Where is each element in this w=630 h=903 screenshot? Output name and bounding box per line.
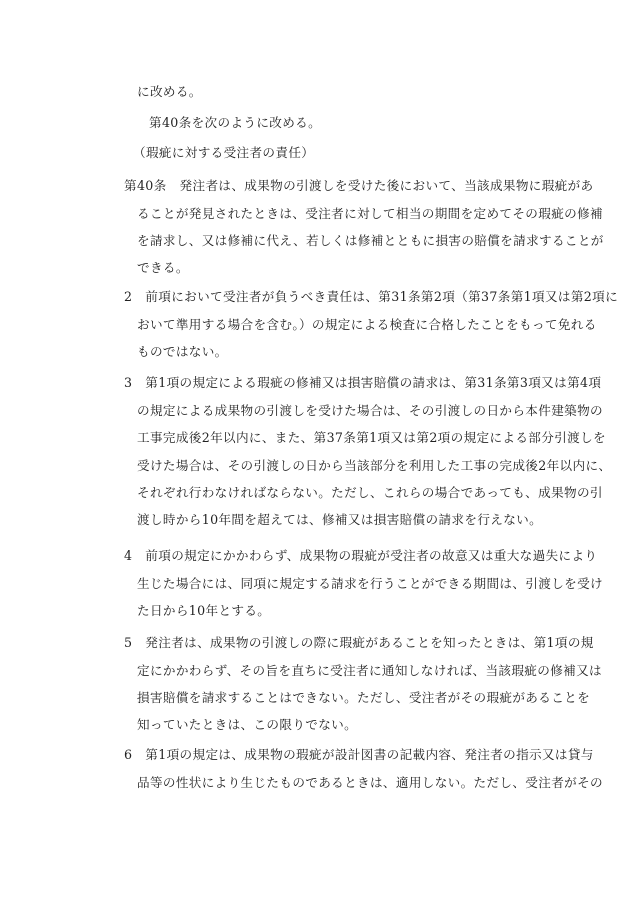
article-40-para-2-line: 2 前項において受注者が負うべき責任は、第31条第2項（第37条第1項又は第2項に [124,289,619,304]
article-40-para-3-line: 3 第1項の規定による瑕疵の修補又は損害賠償の請求は、第31条第3項又は第4項 [124,375,602,390]
article-40-para-6-line: 品等の性状により生じたものであるときは、適用しない。ただし、受注者がその [137,775,603,790]
article-caption: （瑕疵に対する受注者の責任） [133,145,315,160]
article-40-para-4-line: 4 前項の規定にかかわらず、成果物の瑕疵が受注者の故意又は重大な過失により [124,548,598,563]
article-40-para-3-line: 渡し時から10年間を超えては、修補又は損害賠償の請求を行えない。 [137,512,543,527]
article-40-para-3-line: 受けた場合は、その引渡しの日から当該部分を利用した工事の完成後2年以内に、 [137,458,612,473]
article-40-para-1-line: を請求し、又は修補に代え、若しくは修補とともに損害の賠償を請求することが [137,233,604,248]
article-40-para-2-line: おいて準用する場合を含む。）の規定による検査に合格したことをもって免れる [137,317,597,332]
article-40-para-1-line: できる。 [137,260,189,275]
amendment-intro-end: に改める。 [137,84,202,99]
article-40-para-3-line: の規定による成果物の引渡しを受けた場合は、その引渡しの日から本件建築物の [137,403,603,418]
article-40-para-1-line: 第40条 発注者は、成果物の引渡しを受けた後において、当該成果物に瑕疵があ [124,178,594,193]
article-40-para-5-line: 知っていたときは、この限りでない。 [137,717,358,732]
article-40-para-3-line: 工事完成後2年以内に、また、第37条第1項又は第2項の規定による部分引渡しを [137,430,606,445]
article-40-para-5-line: 5 発注者は、成果物の引渡しの際に瑕疵があることを知ったときは、第1項の規 [124,635,594,650]
article-40-para-4-line: た日から10年とする。 [137,603,271,618]
article-40-para-5-line: 損害賠償を請求することはできない。ただし、受注者がその瑕疵があることを [137,690,591,705]
article-40-para-1-line: ることが発見されたときは、受注者に対して相当の期間を定めてその瑕疵の修補 [137,206,603,221]
amendment-instruction: 第40条を次のように改める。 [149,115,322,130]
article-40-para-5-line: 定にかかわらず、その旨を直ちに受注者に通知しなければ、当該瑕疵の修補又は [137,663,602,678]
article-40-para-2-line: ものではない。 [137,344,228,359]
article-40-para-4-line: 生じた場合には、同項に規定する請求を行うことができる期間は、引渡しを受け [137,576,603,591]
article-40-para-3-line: それぞれ行わなければならない。ただし、これらの場合であっても、成果物の引 [137,485,603,500]
article-40-para-6-line: 6 第1項の規定は、成果物の瑕疵が設計図書の記載内容、発注者の指示又は貸与 [124,747,594,762]
